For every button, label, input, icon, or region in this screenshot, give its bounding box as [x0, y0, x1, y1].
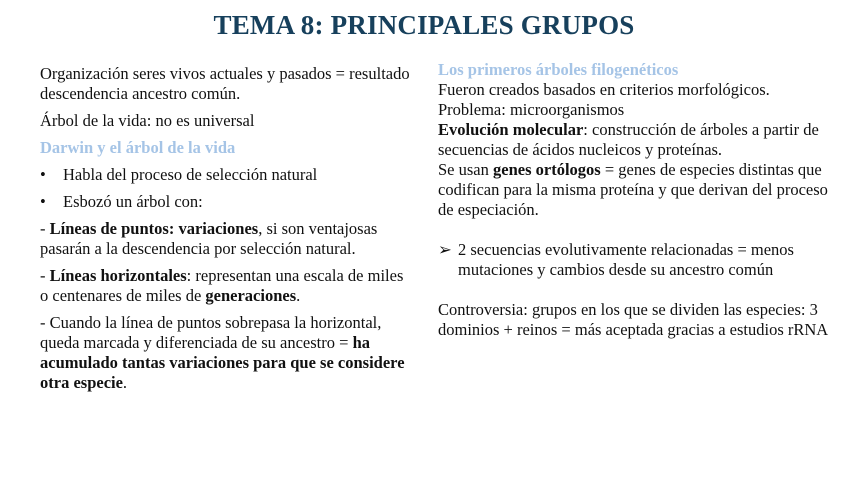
intro-paragraph: Organización seres vivos actuales y pasados = resultado descendencia ancestro común. [40, 64, 410, 103]
page-title: TEMA 8: PRINCIPALES GRUPOS [213, 10, 635, 40]
left-column [40, 64, 415, 393]
right-column [438, 60, 833, 340]
molecular-evolution-paragraph: Evolución molecular: construcción de árboles a partir de secuencias de ácidos nucleicos y proteínas. [438, 120, 819, 159]
dotted-lines-paragraph: - Líneas de puntos: variaciones, si son ventajosas pasarán a la descendencia por selección natural. [40, 219, 378, 258]
bullet-icon: • [40, 192, 46, 211]
horizontal-lines-paragraph: - Líneas horizontales: representan una escala de miles o centenares de miles de generaciones. [40, 266, 404, 305]
controversy-paragraph: Controversia: grupos en los que se dividen las especies: 3 dominios + reinos = más aceptada gracias a estudios rRNA [438, 300, 829, 339]
orthologous-genes-paragraph: Se usan genes ortólogos = genes de especies distintas que codifican para la misma proteína y que derivan del proceso de especiación. [438, 160, 828, 219]
morphological-criteria-line: Fueron creados basados en criterios morfológicos. [438, 80, 770, 99]
tree-of-life-paragraph: Árbol de la vida: no es universal [40, 111, 255, 130]
phylogenetic-trees-heading: Los primeros árboles filogenéticos [438, 60, 679, 79]
bullet-item: • Habla del proceso de selección natural [40, 165, 318, 184]
arrow-bullet-item: ➢ 2 secuencias evolutivamente relacionadas = menos mutaciones y cambios desde su ancestro común [438, 240, 794, 279]
darwin-heading: Darwin y el árbol de la vida [40, 138, 236, 157]
arrow-bullet-icon: ➢ [438, 240, 452, 259]
problem-line: Problema: microorganismos [438, 100, 625, 119]
bullet-icon: • [40, 165, 46, 184]
new-species-paragraph: - Cuando la línea de puntos sobrepasa la horizontal, queda marcada y diferenciada de su ancestro = ha acumulado tantas variaciones para que se considere otra especie. [40, 313, 405, 392]
bullet-item: • Esbozó un árbol con: [40, 192, 203, 211]
